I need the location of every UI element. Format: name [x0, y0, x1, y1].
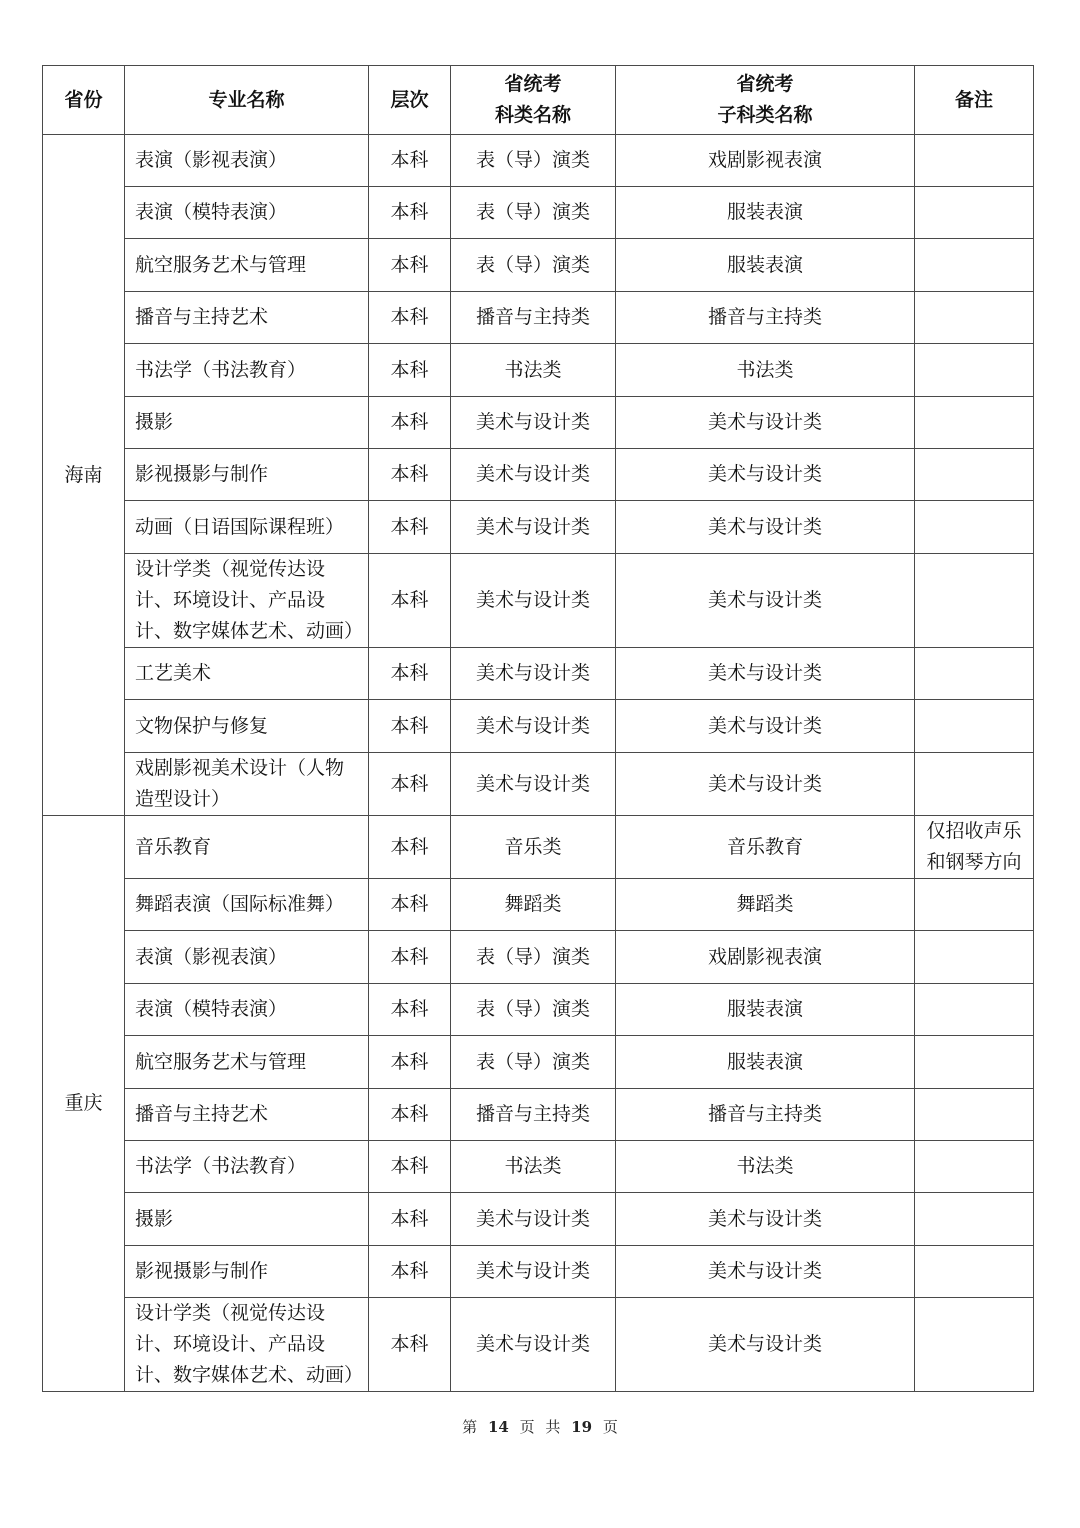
subcategory-cell: 美术与设计类 [616, 1193, 915, 1246]
note-cell [915, 1036, 1034, 1089]
category-cell: 美术与设计类 [451, 1246, 616, 1298]
category-cell: 美术与设计类 [451, 397, 616, 449]
note-cell [915, 879, 1034, 931]
major-cell: 影视摄影与制作 [125, 1246, 369, 1298]
subcategory-cell: 戏剧影视表演 [616, 931, 915, 984]
subcategory-cell: 书法类 [616, 1141, 915, 1193]
table-row [43, 449, 1034, 501]
category-cell: 美术与设计类 [451, 449, 616, 501]
category-cell: 音乐类 [451, 816, 616, 879]
level-cell: 本科 [369, 1089, 451, 1141]
subcategory-cell: 播音与主持类 [616, 292, 915, 344]
header-note: 备注 [915, 66, 1034, 135]
table-row [43, 931, 1034, 984]
category-cell: 表（导）演类 [451, 239, 616, 292]
level-cell: 本科 [369, 344, 451, 397]
subcategory-cell: 美术与设计类 [616, 449, 915, 501]
header-category-line1: 省统考 [504, 73, 562, 95]
note-cell [915, 187, 1034, 239]
subcategory-cell: 书法类 [616, 344, 915, 397]
note-cell [915, 501, 1034, 554]
major-cell: 表演（影视表演） [125, 931, 369, 984]
category-cell: 美术与设计类 [451, 648, 616, 700]
note-cell [915, 1089, 1034, 1141]
header-row [43, 66, 1034, 135]
major-cell: 文物保护与修复 [125, 700, 369, 753]
table-row [43, 1246, 1034, 1298]
header-subcategory [616, 66, 915, 135]
header-subcategory-line2: 子科类名称 [717, 104, 813, 126]
major-cell: 表演（影视表演） [125, 135, 369, 187]
level-cell: 本科 [369, 135, 451, 187]
level-cell: 本科 [369, 292, 451, 344]
province-cell: 海南 [43, 135, 125, 816]
header-major: 专业名称 [125, 66, 369, 135]
note-cell [915, 344, 1034, 397]
subcategory-cell: 音乐教育 [616, 816, 915, 879]
major-cell: 舞蹈表演（国际标准舞） [125, 879, 369, 931]
major-cell: 播音与主持艺术 [125, 292, 369, 344]
footer-total-pages: 19 [571, 1418, 593, 1436]
footer-prefix: 第 [462, 1418, 478, 1436]
major-cell: 戏剧影视美术设计（人物造型设计） [125, 753, 369, 816]
subcategory-cell: 服装表演 [616, 984, 915, 1036]
category-cell: 播音与主持类 [451, 292, 616, 344]
table-row [43, 1298, 1034, 1392]
table-row [43, 292, 1034, 344]
category-cell: 美术与设计类 [451, 700, 616, 753]
level-cell: 本科 [369, 816, 451, 879]
subcategory-cell: 播音与主持类 [616, 1089, 915, 1141]
major-cell: 动画（日语国际课程班） [125, 501, 369, 554]
subcategory-cell: 服装表演 [616, 187, 915, 239]
table-row [43, 344, 1034, 397]
note-cell [915, 700, 1034, 753]
table-row [43, 879, 1034, 931]
subcategory-cell: 美术与设计类 [616, 501, 915, 554]
header-category-line2: 科类名称 [494, 104, 571, 126]
subcategory-cell: 美术与设计类 [616, 700, 915, 753]
major-cell: 设计学类（视觉传达设计、环境设计、产品设计、数字媒体艺术、动画） [125, 1298, 369, 1392]
category-cell: 美术与设计类 [451, 753, 616, 816]
major-cell: 表演（模特表演） [125, 187, 369, 239]
category-cell: 美术与设计类 [451, 501, 616, 554]
note-cell [915, 239, 1034, 292]
note-cell [915, 984, 1034, 1036]
major-cell: 书法学（书法教育） [125, 344, 369, 397]
note-cell [915, 1298, 1034, 1392]
level-cell: 本科 [369, 1193, 451, 1246]
major-cell: 设计学类（视觉传达设计、环境设计、产品设计、数字媒体艺术、动画） [125, 554, 369, 648]
category-cell: 表（导）演类 [451, 931, 616, 984]
subcategory-cell: 服装表演 [616, 239, 915, 292]
table-row [43, 239, 1034, 292]
level-cell: 本科 [369, 879, 451, 931]
subcategory-cell: 舞蹈类 [616, 879, 915, 931]
note-cell [915, 1193, 1034, 1246]
table-row [43, 700, 1034, 753]
major-cell: 音乐教育 [125, 816, 369, 879]
note-cell [915, 1141, 1034, 1193]
level-cell: 本科 [369, 187, 451, 239]
province-cell: 重庆 [43, 816, 125, 1392]
table-row [43, 1036, 1034, 1089]
category-cell: 书法类 [451, 1141, 616, 1193]
level-cell: 本科 [369, 554, 451, 648]
note-cell [915, 135, 1034, 187]
note-cell [915, 397, 1034, 449]
level-cell: 本科 [369, 449, 451, 501]
category-cell: 美术与设计类 [451, 1193, 616, 1246]
category-cell: 书法类 [451, 344, 616, 397]
subcategory-cell: 美术与设计类 [616, 1246, 915, 1298]
category-cell: 表（导）演类 [451, 187, 616, 239]
major-cell: 表演（模特表演） [125, 984, 369, 1036]
level-cell: 本科 [369, 700, 451, 753]
table-row [43, 501, 1034, 554]
level-cell: 本科 [369, 1141, 451, 1193]
table-row [43, 816, 1034, 879]
category-cell: 美术与设计类 [451, 1298, 616, 1392]
major-cell: 摄影 [125, 1193, 369, 1246]
category-cell: 舞蹈类 [451, 879, 616, 931]
footer-suffix: 页 [602, 1418, 618, 1436]
header-province: 省份 [43, 66, 125, 135]
level-cell: 本科 [369, 1246, 451, 1298]
note-cell [915, 449, 1034, 501]
note-cell [915, 292, 1034, 344]
note-cell [915, 554, 1034, 648]
note-cell [915, 753, 1034, 816]
subcategory-cell: 服装表演 [616, 1036, 915, 1089]
footer-middle: 页 共 [519, 1418, 561, 1436]
major-table [42, 65, 1034, 1392]
level-cell: 本科 [369, 753, 451, 816]
table-row [43, 984, 1034, 1036]
category-cell: 表（导）演类 [451, 1036, 616, 1089]
major-cell: 工艺美术 [125, 648, 369, 700]
note-cell: 仅招收声乐和钢琴方向 [915, 816, 1034, 879]
major-cell: 播音与主持艺术 [125, 1089, 369, 1141]
table-row [43, 1089, 1034, 1141]
category-cell: 美术与设计类 [451, 554, 616, 648]
level-cell: 本科 [369, 648, 451, 700]
subcategory-cell: 美术与设计类 [616, 1298, 915, 1392]
table-row [43, 1141, 1034, 1193]
header-subcategory-line1: 省统考 [736, 73, 794, 95]
level-cell: 本科 [369, 501, 451, 554]
level-cell: 本科 [369, 1298, 451, 1392]
level-cell: 本科 [369, 397, 451, 449]
subcategory-cell: 美术与设计类 [616, 753, 915, 816]
footer-page-number: 14 [487, 1418, 509, 1436]
note-cell [915, 648, 1034, 700]
table-row [43, 753, 1034, 816]
page-footer [0, 1416, 1080, 1437]
level-cell: 本科 [369, 984, 451, 1036]
level-cell: 本科 [369, 239, 451, 292]
major-cell: 摄影 [125, 397, 369, 449]
major-cell: 航空服务艺术与管理 [125, 1036, 369, 1089]
category-cell: 表（导）演类 [451, 135, 616, 187]
table-row [43, 187, 1034, 239]
table-body [43, 135, 1034, 1392]
table-row [43, 135, 1034, 187]
note-cell [915, 931, 1034, 984]
major-cell: 书法学（书法教育） [125, 1141, 369, 1193]
subcategory-cell: 美术与设计类 [616, 397, 915, 449]
table-row [43, 1193, 1034, 1246]
level-cell: 本科 [369, 931, 451, 984]
category-cell: 表（导）演类 [451, 984, 616, 1036]
category-cell: 播音与主持类 [451, 1089, 616, 1141]
note-cell [915, 1246, 1034, 1298]
level-cell: 本科 [369, 1036, 451, 1089]
header-level: 层次 [369, 66, 451, 135]
table-row [43, 397, 1034, 449]
major-cell: 影视摄影与制作 [125, 449, 369, 501]
subcategory-cell: 戏剧影视表演 [616, 135, 915, 187]
subcategory-cell: 美术与设计类 [616, 554, 915, 648]
major-cell: 航空服务艺术与管理 [125, 239, 369, 292]
subcategory-cell: 美术与设计类 [616, 648, 915, 700]
table-row [43, 648, 1034, 700]
table-row [43, 554, 1034, 648]
header-category [451, 66, 616, 135]
